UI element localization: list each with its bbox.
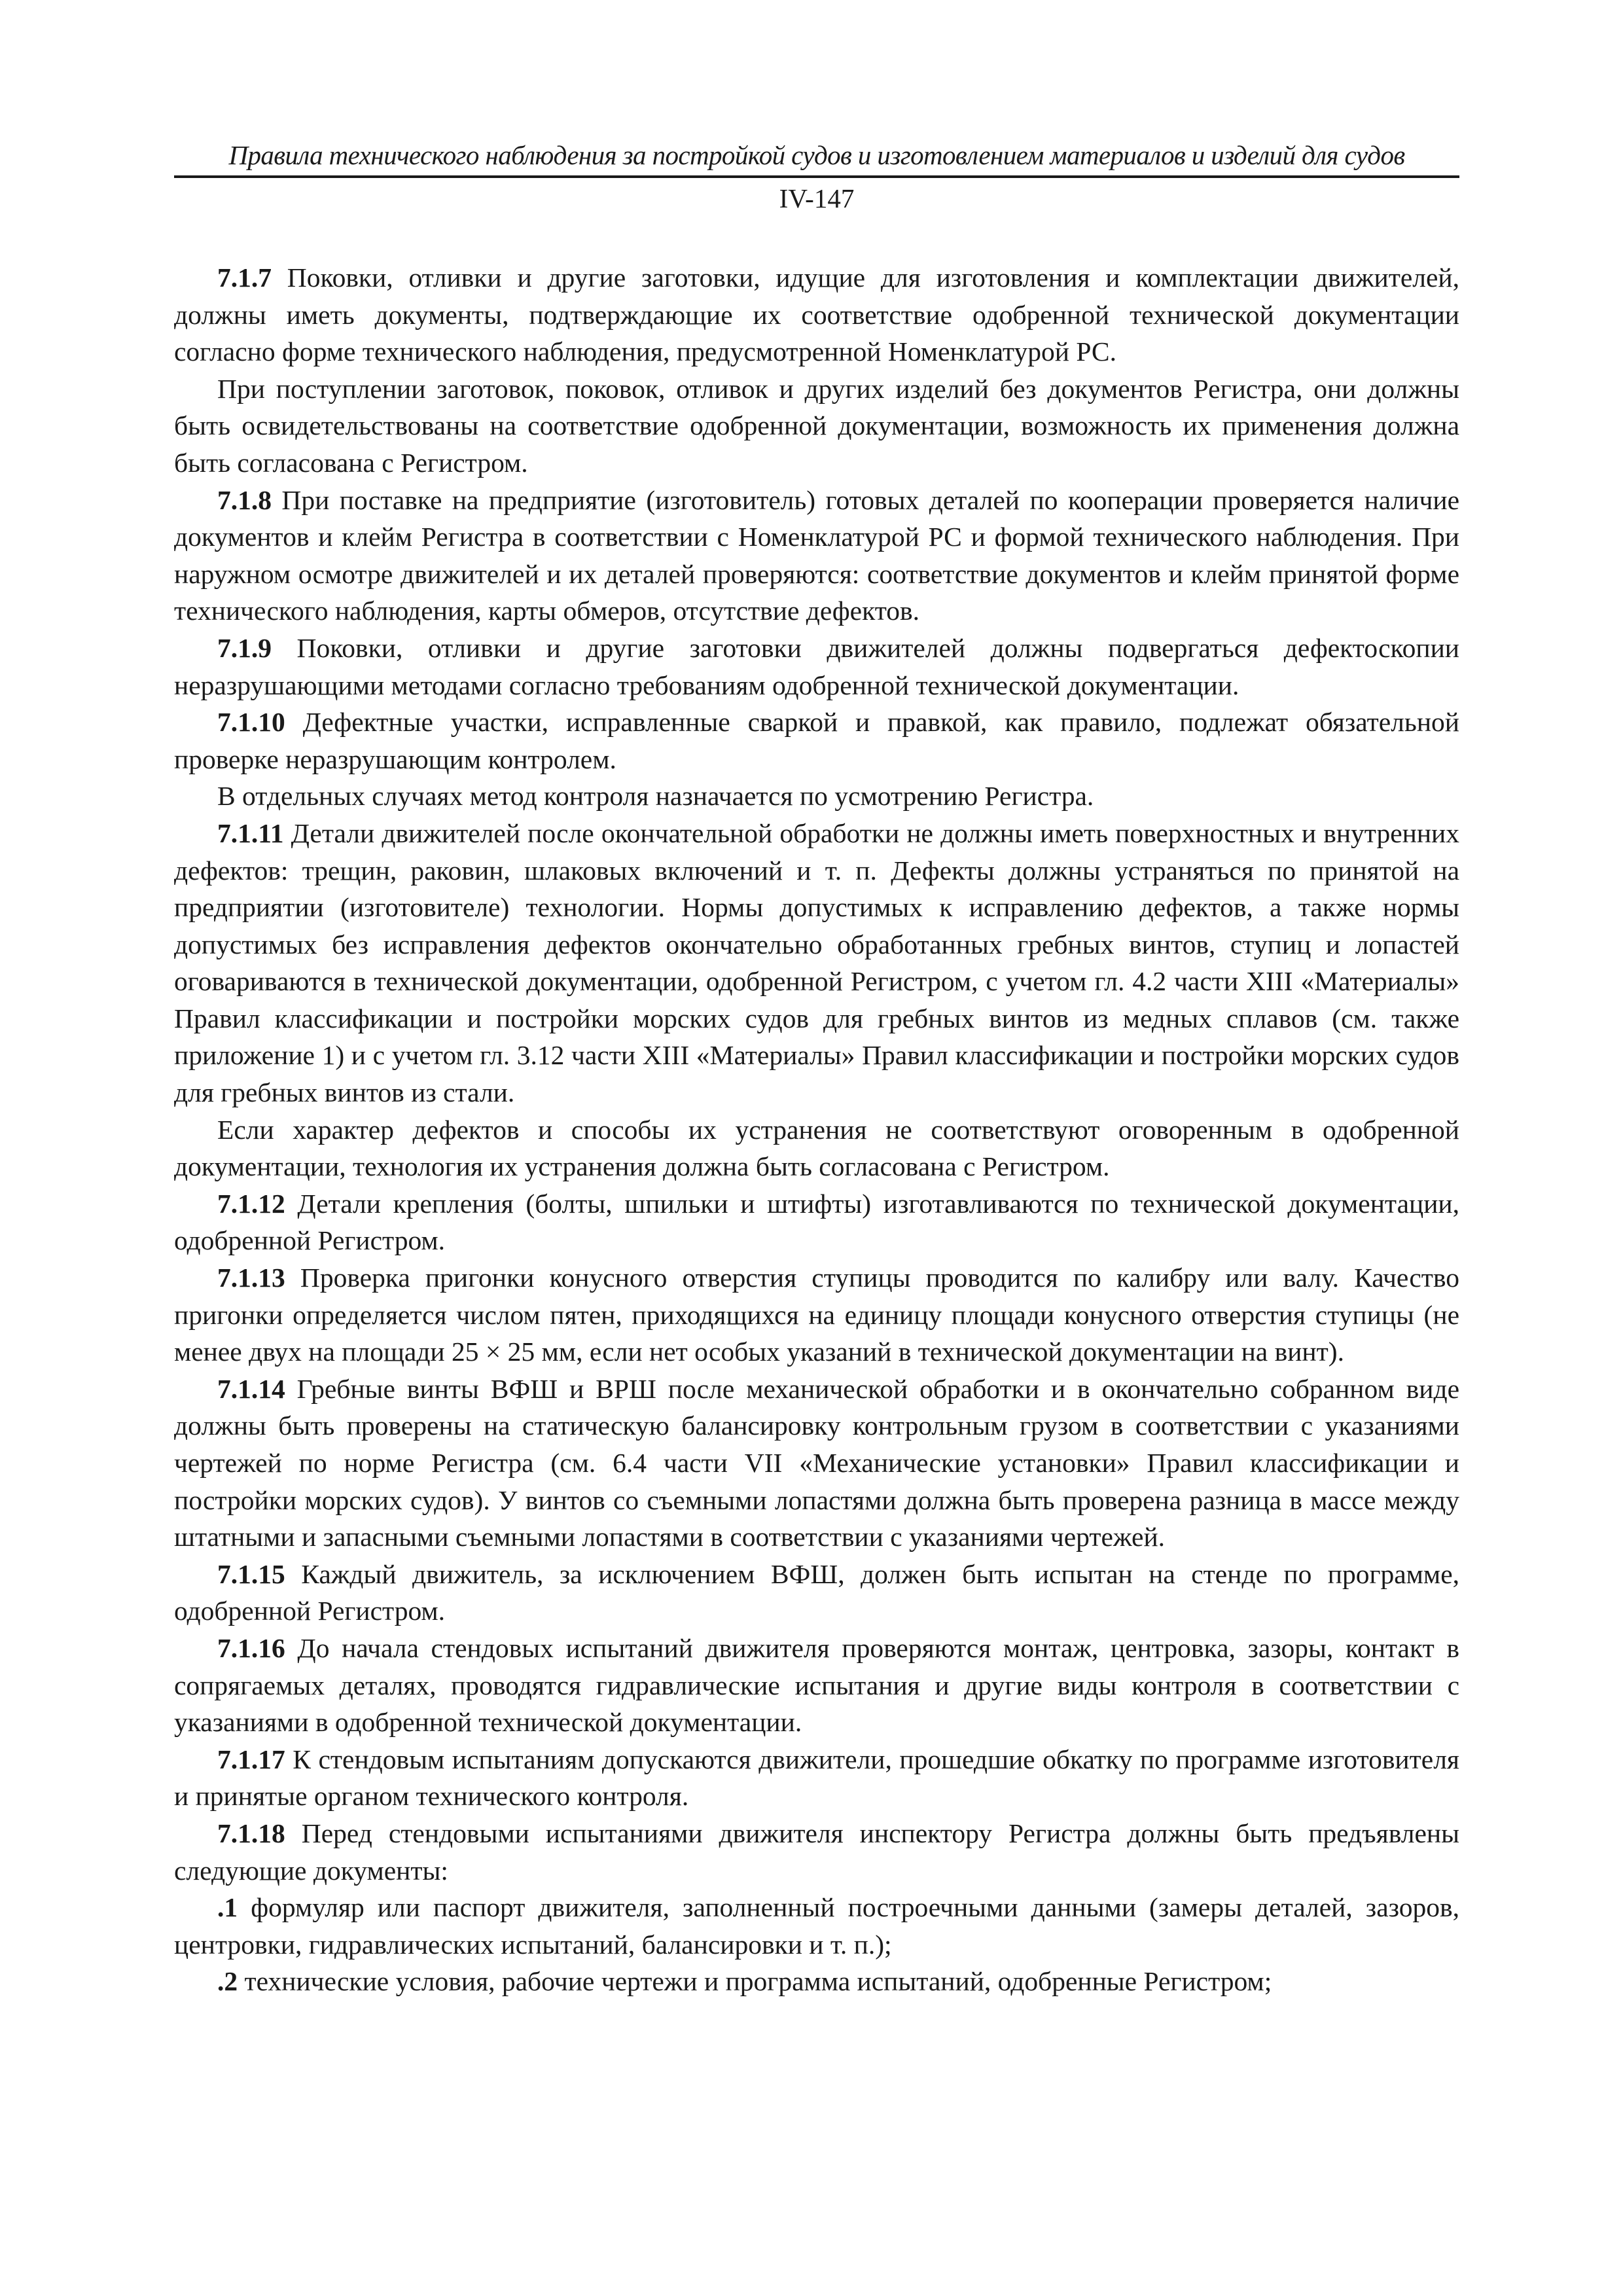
paragraph-7-1-7 (174, 259, 1459, 370)
header-rule (174, 175, 1459, 178)
paragraph-7-1-14 (174, 1371, 1459, 1556)
paragraph-7-1-7-cont (174, 370, 1459, 482)
clause-number: 7.1.10 (217, 707, 285, 738)
list-item-text: формуляр или паспорт движителя, заполненный построечными данными (замеры деталей, зазоров, центровки, гидравлических испытаний, балансировки и т. п.); (174, 1892, 1459, 1960)
paragraph-text: Детали движителей после окончательной обработки не должны иметь поверхностных и внутренних дефектов: трещин, раковин, шлаковых включений и т. п. Дефекты должны устраняться по принятой на предприятии (изготовителе) технологии. Нормы допустимых к исправлению дефектов, а также нормы допустимых без исправления дефектов окончательно обработанных гребных винтов, ступиц и лопастей оговариваются в технической документации, одобренной Регистром, с учетом гл. 4.2 части XIII «Материалы» Правил классификации и постройки морских судов для гребных винтов из медных сплавов (см. также приложение 1) и с учетом гл. 3.12 части XIII «Материалы» Правил классификации и постройки морских судов для гребных винтов из стали. (174, 817, 1459, 1108)
page-number: IV-147 (779, 183, 855, 213)
list-number: .2 (217, 1966, 238, 1997)
paragraph-text: Гребные винты ВФШ и ВРШ после механической обработки и в окончательно собранном виде должны быть проверены на статическую балансировку контрольным грузом в соответствии с указаниями чертежей по норме Регистра (см. 6.4 части VII «Механические установки» Правил классификации и постройки морских судов). У винтов со съемными лопастями должна быть проверена разница в массе между штатными и запасными съемными лопастями в соответствии с указаниями чертежей. (174, 1373, 1459, 1552)
clause-number: 7.1.13 (217, 1263, 285, 1293)
list-number: .1 (217, 1892, 238, 1923)
paragraph-7-1-16 (174, 1630, 1459, 1741)
paragraph-text: Поковки, отливки и другие заготовки движителей должны подвергаться дефектоскопии неразрушающими методами согласно требованиям одобренной технической документации. (174, 632, 1459, 700)
clause-number: 7.1.11 (217, 817, 284, 848)
clause-number: 7.1.14 (217, 1373, 285, 1404)
list-item-1 (174, 1889, 1459, 1963)
paragraph-7-1-15 (174, 1556, 1459, 1630)
clause-number: 7.1.9 (217, 632, 272, 663)
clause-number: 7.1.16 (217, 1632, 285, 1663)
paragraph-7-1-11-cont (174, 1111, 1459, 1185)
paragraph-text: Каждый движитель, за исключением ВФШ, должен быть испытан на стенде по программе, одобренной Регистром. (174, 1558, 1459, 1626)
clause-number: 7.1.12 (217, 1188, 285, 1219)
paragraph-7-1-10 (174, 704, 1459, 778)
clause-number: 7.1.7 (217, 262, 272, 293)
paragraph-7-1-13 (174, 1259, 1459, 1371)
paragraph-7-1-17 (174, 1741, 1459, 1815)
paragraph-7-1-10-cont (174, 778, 1459, 815)
paragraph-7-1-9 (174, 630, 1459, 704)
body-text (174, 259, 1459, 2000)
clause-number: 7.1.18 (217, 1818, 285, 1848)
running-header: Правила технического наблюдения за постройкой судов и изготовлением материалов и изделий для судов (228, 140, 1405, 170)
paragraph-7-1-8 (174, 482, 1459, 630)
paragraph-text: Перед стендовыми испытаниями движителя инспектору Регистра должны быть предъявлены следующие документы: (174, 1818, 1459, 1886)
paragraph-7-1-12 (174, 1185, 1459, 1259)
paragraph-text: Дефектные участки, исправленные сваркой и правкой, как правило, подлежат обязательной проверке неразрушающим контролем. (174, 707, 1459, 774)
paragraph-text: Детали крепления (болты, шпильки и штифты) изготавливаются по технической документации, одобренной Регистром. (174, 1188, 1459, 1256)
list-item-2 (174, 1963, 1459, 2000)
paragraph-text: При поставке на предприятие (изготовитель) готовых деталей по кооперации проверяется наличие документов и клейм Регистра в соответствии с Номенклатурой РС и формой технического наблюдения. При наружном осмотре движителей и их деталей проверяются: соответствие документов и клейм принятой форме технического наблюдения, карты обмеров, отсутствие дефектов. (174, 484, 1459, 626)
paragraph-text: К стендовым испытаниям допускаются движители, прошедшие обкатку по программе изготовителя и принятые органом технического контроля. (174, 1744, 1459, 1812)
paragraph-7-1-18 (174, 1815, 1459, 1889)
paragraph-text: Проверка пригонки конусного отверстия ступицы проводится по калибру или валу. Качество пригонки определяется числом пятен, приходящихся на единицу площади конусного отверстия ступицы (не менее двух на площади 25 × 25 мм, если нет особых указаний в технической документации на винт). (174, 1263, 1459, 1367)
paragraph-text: До начала стендовых испытаний движителя проверяются монтаж, центровка, зазоры, контакт в сопрягаемых деталях, проводятся гидравлические испытания и другие виды контроля в соответствии с указаниями в одобренной технической документации. (174, 1632, 1459, 1738)
paragraph-text: Если характер дефектов и способы их устранения не соответствуют оговоренным в одобренной документации, технология их устранения должна быть согласована с Регистром. (174, 1114, 1459, 1182)
paragraph-text: При поступлении заготовок, поковок, отливок и других изделий без документов Регистра, они должны быть освидетельствованы на соответствие одобренной документации, возможность их применения должна быть согласована с Регистром. (174, 373, 1459, 478)
paragraph-7-1-11 (174, 815, 1459, 1111)
clause-number: 7.1.8 (217, 484, 272, 515)
paragraph-text: В отдельных случаях метод контроля назначается по усмотрению Регистра. (217, 781, 1094, 812)
clause-number: 7.1.15 (217, 1558, 285, 1589)
list-item-text: технические условия, рабочие чертежи и программа испытаний, одобренные Регистром; (238, 1966, 1272, 1997)
clause-number: 7.1.17 (217, 1744, 285, 1774)
paragraph-text: Поковки, отливки и другие заготовки, идущие для изготовления и комплектации движителей, должны иметь документы, подтверждающие их соответствие одобренной технической документации согласно форме технического наблюдения, предусмотренной Номенклатурой РС. (174, 262, 1459, 367)
